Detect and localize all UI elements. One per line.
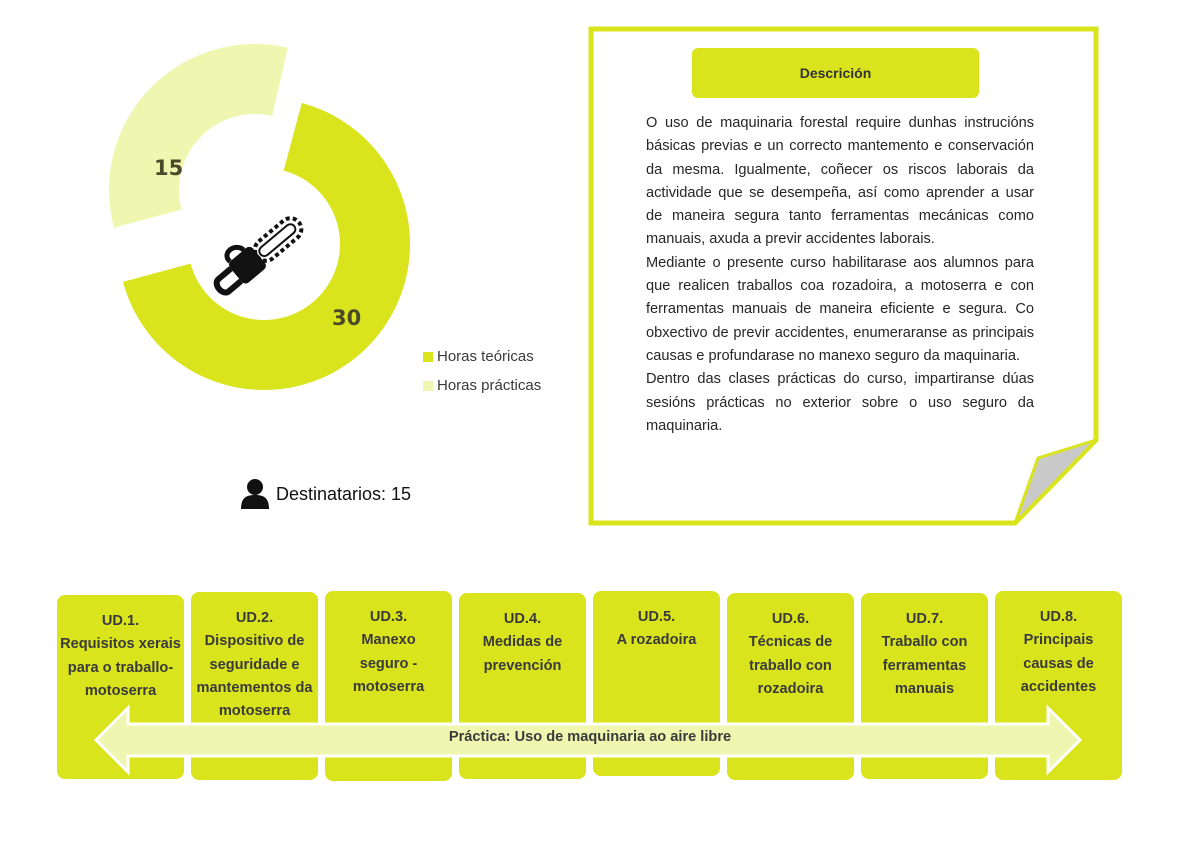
unit-title: Manexo seguro - motoserra [352,632,425,695]
unit-title: Requisitos xerais para o traballo-motoserra [60,636,181,699]
unit-code: UD.1. [101,613,140,629]
unit-title: Traballo con ferramentas manuais [881,634,968,697]
unit-code: UD.6. [771,611,810,627]
description-title: Descrición [692,48,979,98]
unit-title: Dispositivo de seguridade e mantementos da motoserra [196,633,313,720]
unit-code: UD.3. [369,609,408,625]
practice-label: Práctica: Uso de maquinaria ao aire libre [448,729,732,745]
unit-code: UD.5. [637,609,676,625]
donut-label-practical: 15 [154,156,184,180]
unit-code: UD.7. [905,611,944,627]
unit-code: UD.4. [503,611,542,627]
unit-title: A rozadoira [616,632,697,649]
unit-code: UD.8. [1039,609,1078,625]
description-paragraph: O uso de maquinaria forestal require dunhas instrucións básicas previas e un correcto mantemento e conservación da mesma. Igualmente, coñecer os riscos laborais da actividade que se desempeña, así como aprender a usar de maneira segura tanto ferramentas mecánicas como manuais, axuda a previr accidentes laborais. [646,115,1034,248]
unit-title: Medidas de prevención [482,634,563,674]
unit-title: Técnicas de traballo con rozadoira [748,634,833,697]
description-paragraph: Dentro das clases prácticas do curso, impartiranse dúas sesións prácticas no exterior sobre o uso seguro da maquinaria. [646,371,1034,434]
donut-label-theory: 30 [332,306,362,330]
unit-title: Principais causas de accidentes [1020,632,1097,695]
audience-label: Destinatarios: 15 [276,483,412,504]
unit-code: UD.2. [235,610,274,626]
legend-label-theory: Horas teóricas [437,348,534,365]
description-paragraph: Mediante o presente curso habilitarase aos alumnos para que realicen traballos coa rozadoira, a motoserra e con ferramentas manuais de maneira eficiente e segura. Co obxectivo de previr accidentes, enumeraranse as principais causas e profundarase no manexo seguro da maquinaria. [646,254,1034,364]
legend-label-practical: Horas prácticas [437,377,542,394]
